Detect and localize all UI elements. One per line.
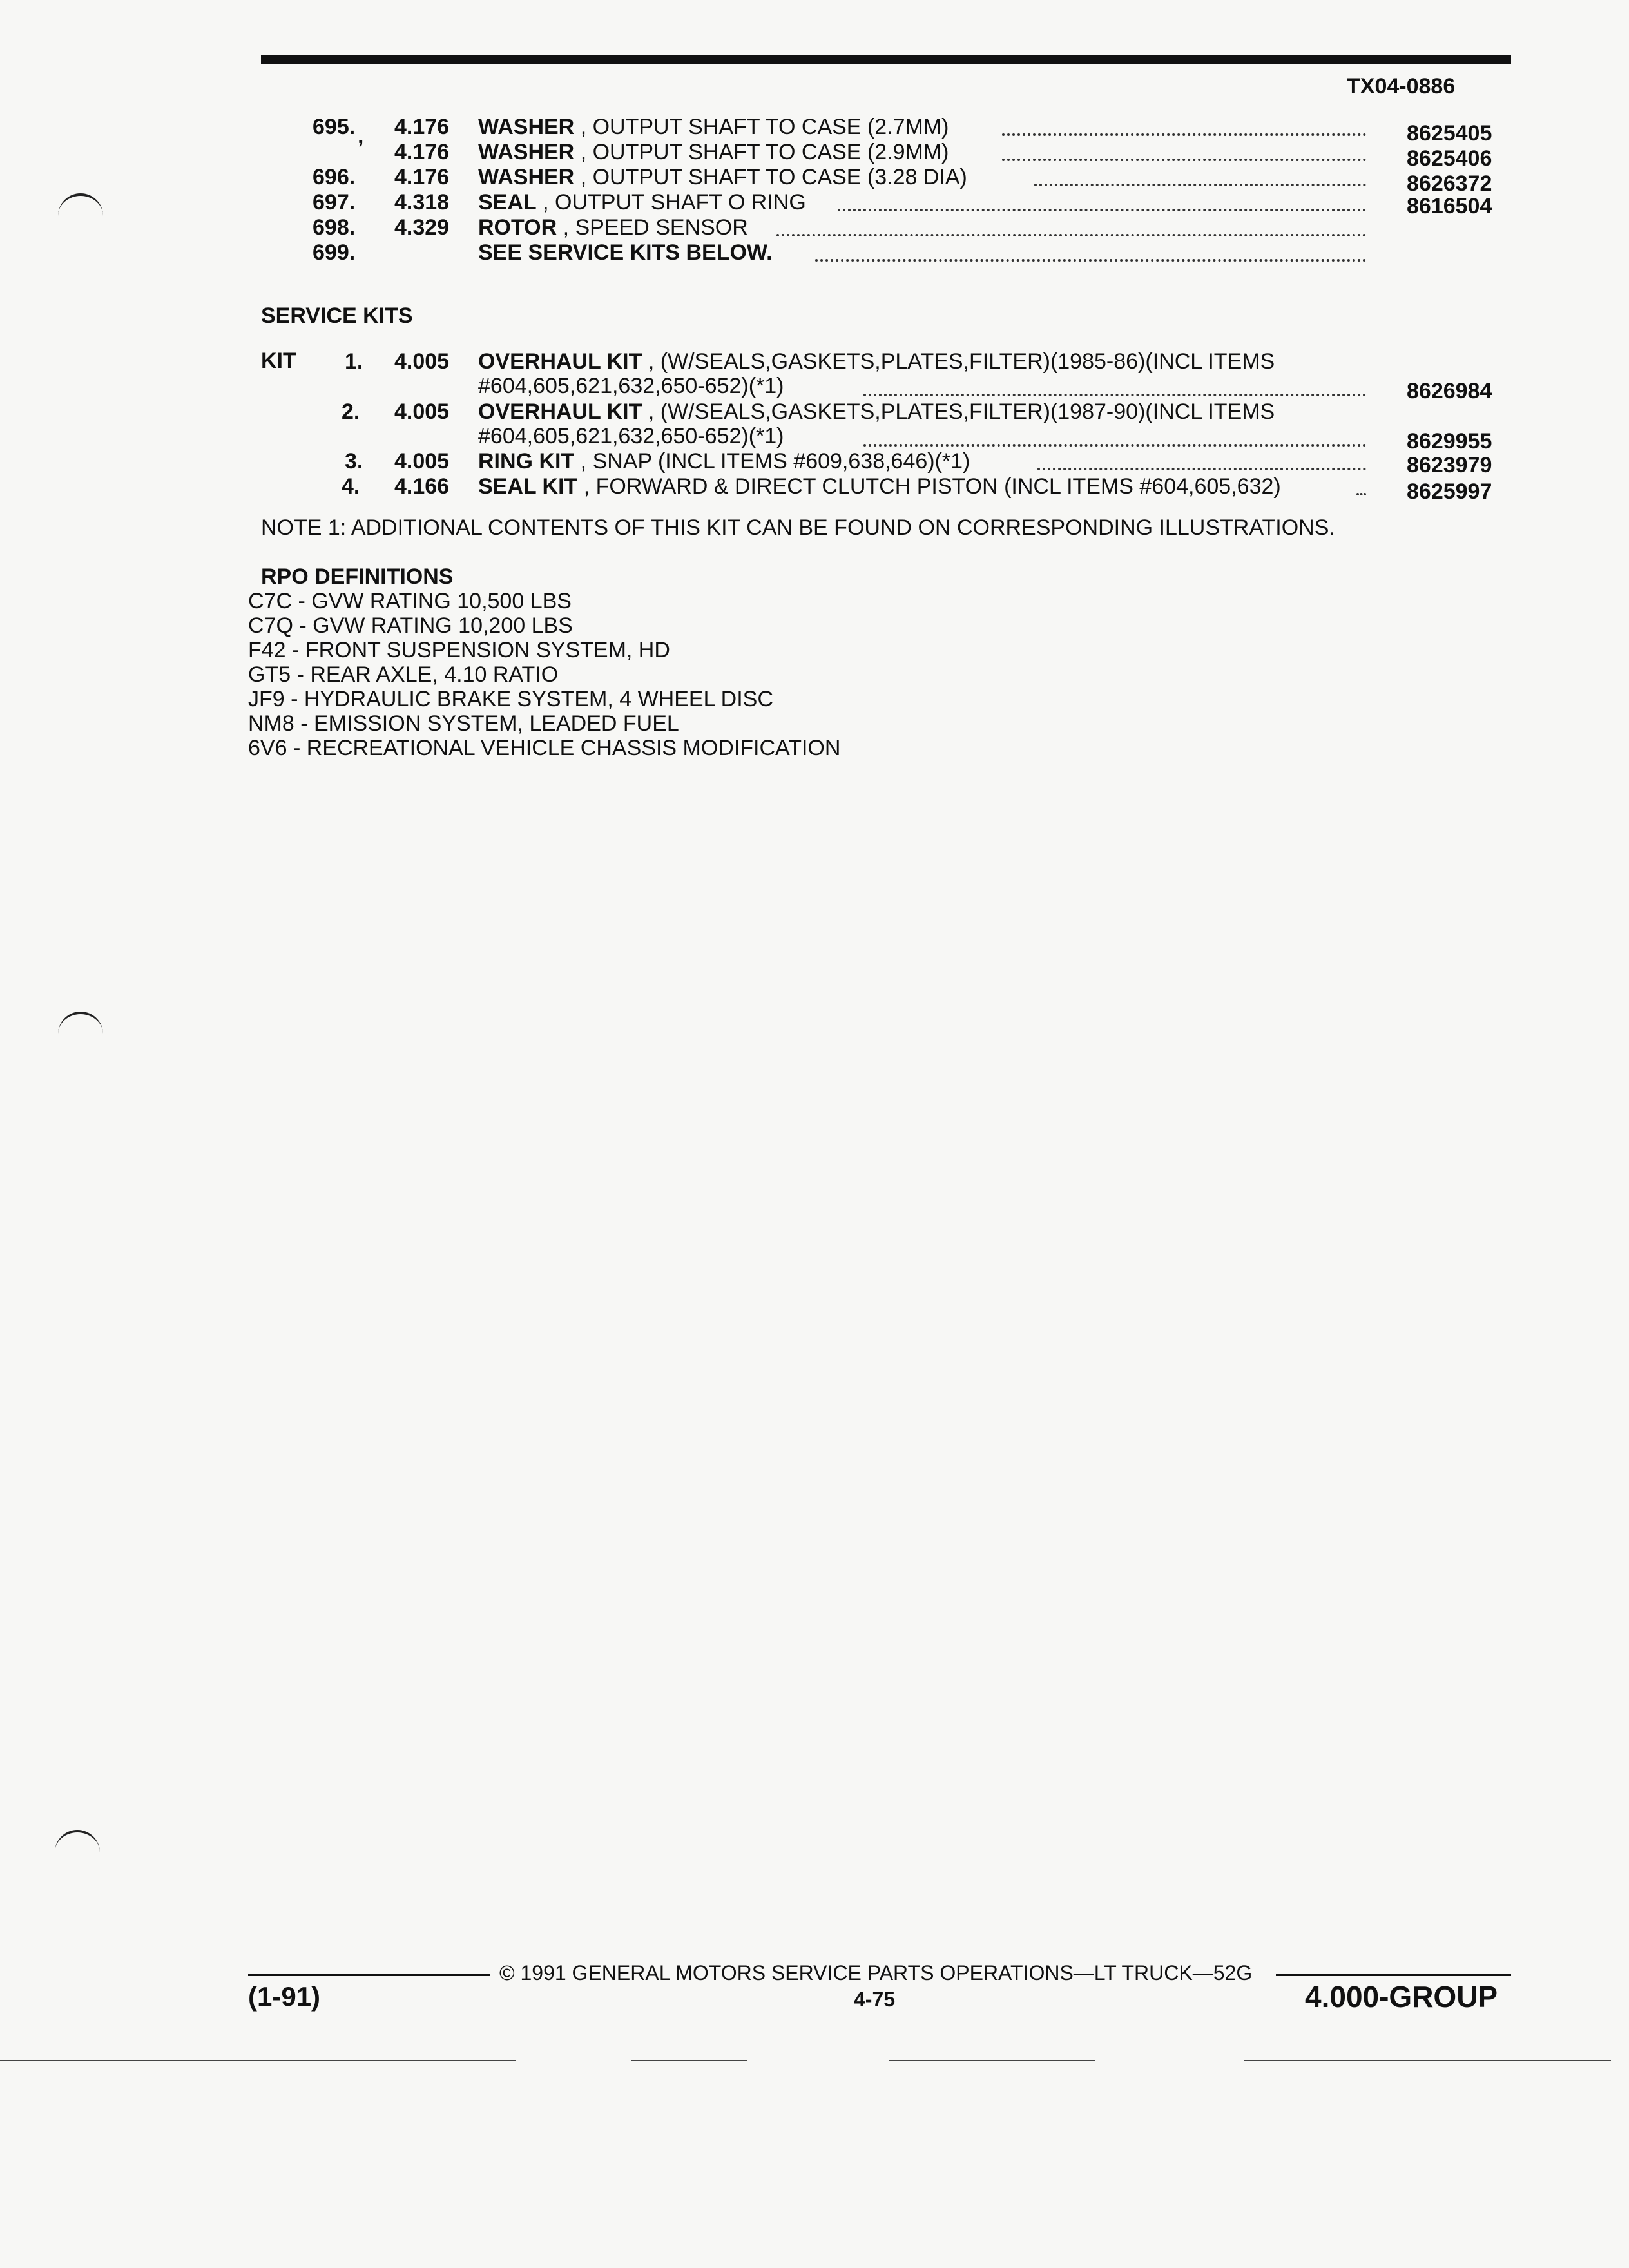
footer-rule-left: [248, 1974, 490, 1976]
page-bottom-rule: [0, 2060, 516, 2061]
rpo-definition: 6V6 - RECREATIONAL VEHICLE CHASSIS MODIFICATION: [248, 736, 841, 760]
kit-number: 1.: [345, 349, 363, 374]
group-number: 4.329: [394, 215, 450, 240]
page-bottom-rule: [889, 2060, 1095, 2061]
part-name: SEE SERVICE KITS BELOW.: [478, 240, 773, 265]
leader-dots: [776, 234, 1366, 236]
service-kits-heading: SERVICE KITS: [261, 303, 413, 328]
kit-description: [478, 448, 970, 474]
group-label: 4.000-GROUP: [1305, 1980, 1498, 2013]
kit-detail: , (W/SEALS,GASKETS,PLATES,FILTER)(1987-90)(INCL ITEMS: [648, 399, 1275, 424]
part-number: 8625406: [1407, 146, 1492, 171]
part-name: SEAL: [478, 190, 537, 215]
part-number: 8616504: [1407, 194, 1492, 218]
leader-dots: [1034, 184, 1366, 186]
part-description: [478, 114, 949, 140]
part-description: [478, 240, 773, 265]
part-number: 8623979: [1407, 453, 1492, 477]
part-name: WASHER: [478, 140, 575, 164]
kit-label: KIT: [261, 349, 296, 373]
group-number: 4.166: [394, 474, 450, 499]
kit-detail: , FORWARD & DIRECT CLUTCH PISTON (INCL ITEMS #604,605,632): [583, 474, 1281, 499]
kit-name: SEAL KIT: [478, 474, 578, 499]
part-detail: , OUTPUT SHAFT TO CASE (3.28 DIA): [580, 165, 967, 189]
part-number: 8629955: [1407, 429, 1492, 454]
part-detail: , OUTPUT SHAFT O RING: [543, 190, 806, 215]
part-description: [478, 215, 748, 240]
kit-description-continued: #604,605,621,632,650-652)(*1): [478, 374, 784, 398]
part-name: ROTOR: [478, 215, 557, 240]
rpo-definition: C7Q - GVW RATING 10,200 LBS: [248, 613, 573, 638]
kit-description: [478, 399, 1275, 425]
part-detail: , OUTPUT SHAFT TO CASE (2.9MM): [580, 140, 949, 164]
group-number: 4.176: [394, 115, 450, 139]
page-number: 4-75: [854, 1988, 896, 2011]
item-number: 697.: [313, 190, 356, 215]
footer-rule-right: [1276, 1974, 1511, 1976]
binder-mark-top: [58, 193, 103, 222]
leader-dots: [1037, 468, 1366, 470]
leader-dots: [838, 209, 1366, 211]
kit-number: 2.: [342, 399, 360, 424]
kit-description: [478, 474, 1281, 499]
rpo-definition: C7C - GVW RATING 10,500 LBS: [248, 589, 572, 613]
group-number: 4.176: [394, 140, 450, 164]
part-number: 8626984: [1407, 379, 1492, 403]
item-number: 699.: [313, 240, 356, 265]
leader-dots: [863, 394, 1366, 396]
part-number: 8626372: [1407, 171, 1492, 196]
part-description: [478, 189, 806, 215]
kit-name: RING KIT: [478, 449, 575, 474]
group-number: 4.005: [394, 449, 450, 474]
item-number: 695.: [313, 115, 356, 139]
part-name: WASHER: [478, 115, 575, 139]
header-rule: [261, 55, 1511, 64]
leader-dots: [1002, 159, 1366, 161]
page-bottom-rule: [631, 2060, 747, 2061]
rpo-definition: GT5 - REAR AXLE, 4.10 RATIO: [248, 662, 559, 687]
kit-detail: , (W/SEALS,GASKETS,PLATES,FILTER)(1985-86)(INCL ITEMS: [648, 349, 1275, 374]
item-number: ’: [358, 136, 364, 160]
leader-dots: [1356, 493, 1366, 495]
document-id: TX04-0886: [1347, 74, 1456, 99]
rpo-definition: JF9 - HYDRAULIC BRAKE SYSTEM, 4 WHEEL DISC: [248, 687, 773, 711]
binder-mark-middle: [58, 1012, 103, 1040]
part-description: [478, 164, 967, 190]
kit-note: NOTE 1: ADDITIONAL CONTENTS OF THIS KIT CAN BE FOUND ON CORRESPONDING ILLUSTRATIONS.: [261, 515, 1335, 540]
part-number: 8625405: [1407, 121, 1492, 146]
leader-dots: [815, 259, 1366, 262]
leader-dots: [863, 444, 1366, 447]
revision-date: (1-91): [248, 1981, 321, 2012]
part-detail: , OUTPUT SHAFT TO CASE (2.7MM): [580, 115, 949, 139]
item-number: 696.: [313, 165, 356, 189]
kit-description-continued: #604,605,621,632,650-652)(*1): [478, 424, 784, 448]
kit-name: OVERHAUL KIT: [478, 349, 642, 374]
group-number: 4.176: [394, 165, 450, 189]
rpo-definition: NM8 - EMISSION SYSTEM, LEADED FUEL: [248, 711, 679, 736]
kit-name: OVERHAUL KIT: [478, 399, 642, 424]
part-detail: , SPEED SENSOR: [563, 215, 748, 240]
part-number: 8625997: [1407, 479, 1492, 504]
kit-description: [478, 349, 1275, 374]
kit-number: 3.: [345, 449, 363, 474]
kit-number: 4.: [342, 474, 360, 499]
item-number: 698.: [313, 215, 356, 240]
rpo-definitions-title: RPO DEFINITIONS: [261, 564, 454, 589]
part-description: [478, 139, 949, 165]
page-bottom-rule: [1244, 2060, 1611, 2061]
part-name: WASHER: [478, 165, 575, 189]
group-number: 4.005: [394, 399, 450, 424]
binder-mark-bottom: [55, 1830, 100, 1858]
group-number: 4.318: [394, 190, 450, 215]
group-number: 4.005: [394, 349, 450, 374]
rpo-definition: F42 - FRONT SUSPENSION SYSTEM, HD: [248, 638, 670, 662]
kit-detail: , SNAP (INCL ITEMS #609,638,646)(*1): [580, 449, 970, 474]
leader-dots: [1002, 133, 1366, 136]
copyright-notice: © 1991 GENERAL MOTORS SERVICE PARTS OPERATIONS—LT TRUCK—52G: [499, 1961, 1253, 1984]
